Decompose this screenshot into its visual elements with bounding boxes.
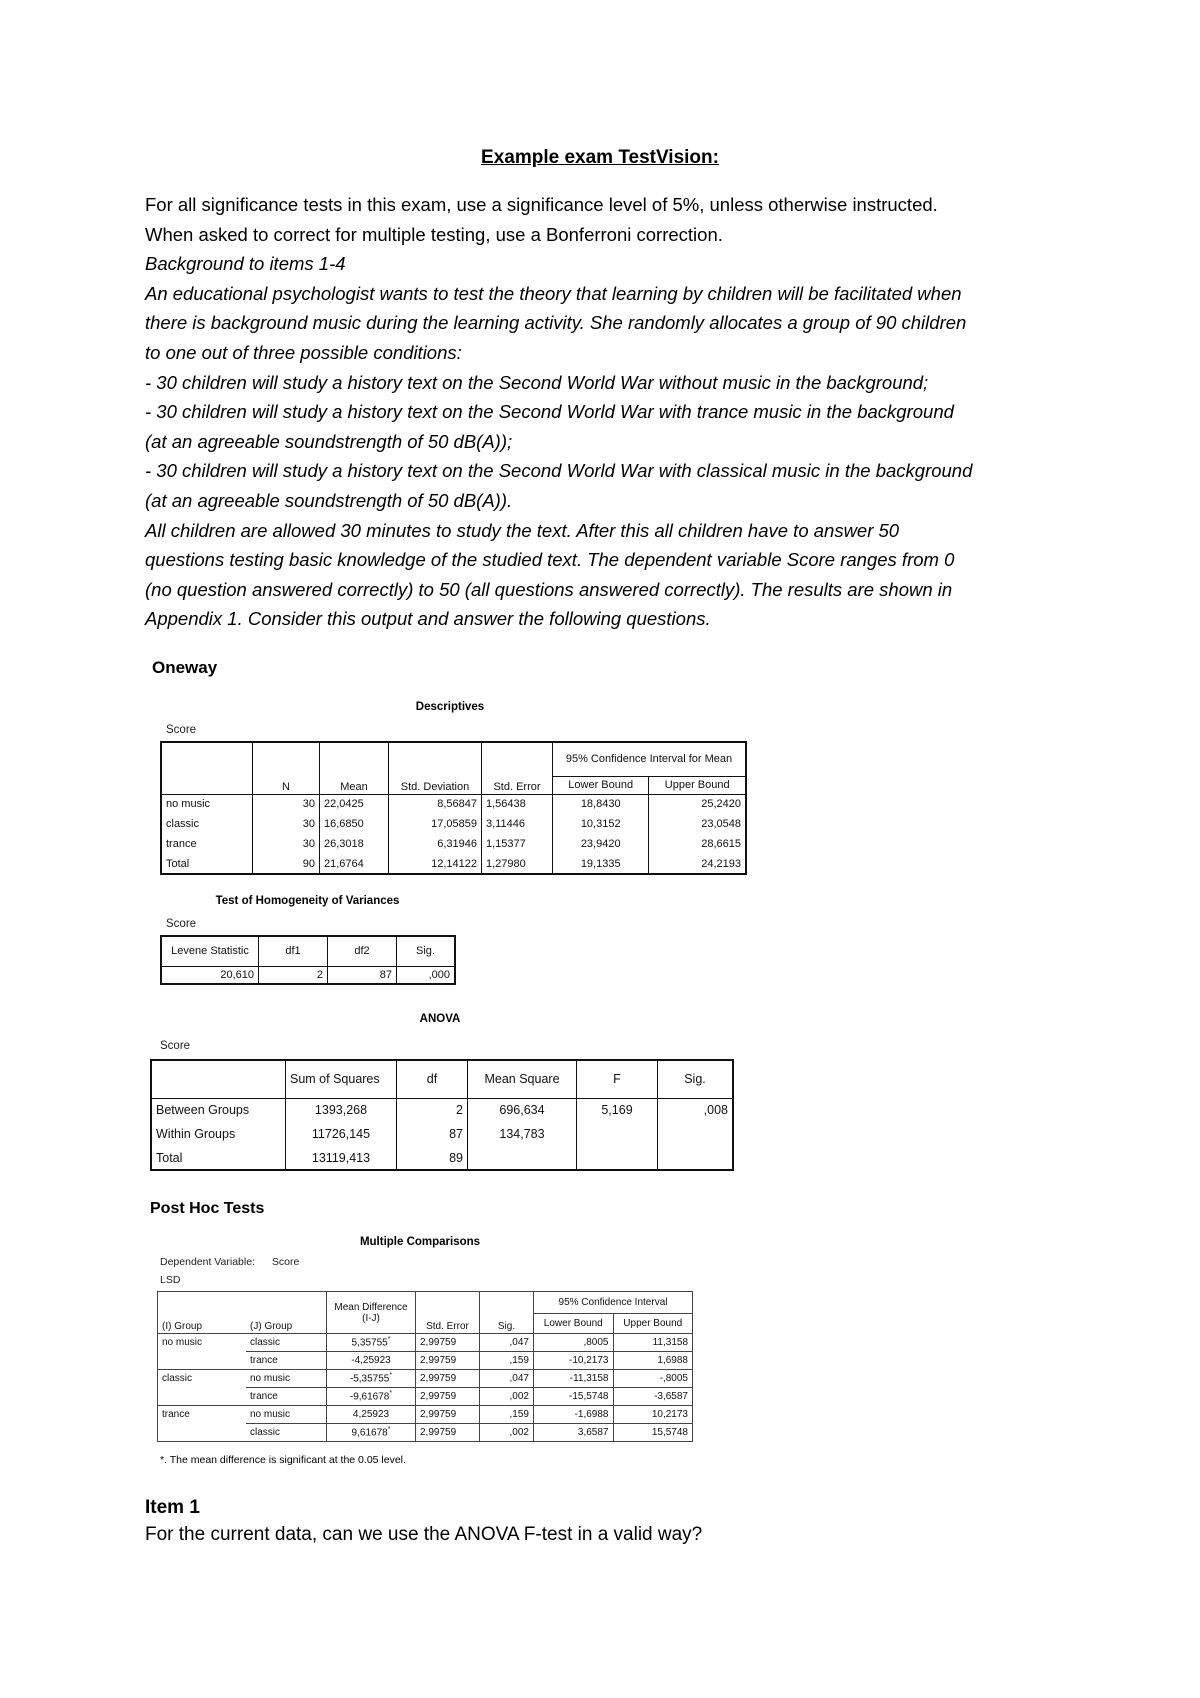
background-heading: Background to items 1-4 [145, 253, 346, 275]
cell: no music [246, 1406, 327, 1424]
cell: -5,35755* [327, 1370, 416, 1388]
cell: 1,27980 [482, 854, 553, 874]
col-sig: Sig. [658, 1060, 734, 1098]
background-line: (at an agreeable soundstrength of 50 dB(A)); [145, 430, 513, 452]
cell: ,159 [480, 1406, 534, 1424]
col-sd: Std. Deviation [389, 742, 482, 794]
cell: trance [246, 1352, 327, 1370]
cell: 9,61678* [327, 1424, 416, 1442]
col-df: df [397, 1060, 468, 1098]
cell: 89 [397, 1146, 468, 1170]
col-mean: Mean [320, 742, 389, 794]
table-row [151, 1146, 733, 1170]
dependent-variable-label: Dependent Variable: [160, 1256, 255, 1268]
cell: -10,2173 [534, 1352, 614, 1370]
levene-subtitle: Score [166, 918, 197, 930]
cell: ,159 [480, 1352, 534, 1370]
cell: -4,25923 [327, 1352, 416, 1370]
multiple-comparisons-table [157, 1291, 693, 1442]
col-lower: Lower Bound [553, 776, 649, 794]
table-row [161, 814, 746, 834]
cell: 8,56847 [389, 794, 482, 814]
cell: 19,1335 [553, 854, 649, 874]
cell: 3,11446 [482, 814, 553, 834]
row-label: trance [161, 834, 253, 854]
cell: 13119,413 [286, 1146, 397, 1170]
cell: 16,6850 [320, 814, 389, 834]
cell: -15,5748 [534, 1388, 614, 1406]
table-row [158, 1352, 693, 1370]
cell: 2,99759 [416, 1424, 480, 1442]
background-line: - 30 children will study a history text on the Second World War with trance music in the background [145, 401, 954, 423]
cell: -3,6587 [613, 1388, 693, 1406]
cell: ,008 [658, 1098, 734, 1122]
anova-subtitle: Score [160, 1040, 191, 1052]
cell: ,8005 [534, 1334, 614, 1352]
significance-star: * [389, 1390, 393, 1398]
background-line: All children are allowed 30 minutes to study the text. After this all children have to answer 50 [145, 519, 900, 541]
cell: 26,3018 [320, 834, 389, 854]
table-row [161, 854, 746, 874]
background-line: (no question answered correctly) to 50 (all questions answered correctly). The results are shown in [145, 578, 953, 600]
footnote: *. The mean difference is significant at the 0.05 level. [160, 1454, 406, 1466]
cell: 30 [253, 834, 320, 854]
col-mean-diff: Mean Difference (I-J) [327, 1292, 416, 1334]
table-row [151, 1098, 733, 1122]
cell: -,8005 [613, 1370, 693, 1388]
cell: 23,0548 [649, 814, 746, 834]
multiple-comparisons-title: Multiple Comparisons [359, 1236, 481, 1248]
cell: 23,9420 [553, 834, 649, 854]
cell: 1,15377 [482, 834, 553, 854]
posthoc-heading: Post Hoc Tests [150, 1200, 265, 1217]
levene-table [160, 935, 456, 985]
cell: no music [246, 1370, 327, 1388]
descriptives-table [160, 741, 747, 875]
dependent-variable-value: Score [271, 1256, 300, 1268]
page-title: Example exam TestVision: [481, 147, 719, 168]
instruction-line: When asked to correct for multiple testing, use a Bonferroni correction. [145, 223, 723, 245]
cell [468, 1146, 577, 1170]
anova-table [150, 1059, 734, 1171]
table-row [151, 1122, 733, 1146]
cell [577, 1122, 658, 1146]
cell: 2,99759 [416, 1406, 480, 1424]
cell: 1,6988 [613, 1352, 693, 1370]
descriptives-title: Descriptives [415, 701, 485, 713]
cell: 3,6587 [534, 1424, 614, 1442]
background-line: - 30 children will study a history text on the Second World War with classical music in the background [145, 460, 973, 482]
cell [658, 1146, 734, 1170]
col-lower: Lower Bound [534, 1314, 614, 1334]
background-line: to one out of three possible conditions: [145, 341, 462, 363]
row-label: no music [161, 794, 253, 814]
cell: -1,6988 [534, 1406, 614, 1424]
cell: 11726,145 [286, 1122, 397, 1146]
background-line: questions testing basic knowledge of the studied text. The dependent variable Score ranges from 0 [145, 549, 955, 571]
significance-star: * [387, 1336, 391, 1344]
cell: 6,31946 [389, 834, 482, 854]
cell: 87 [328, 966, 397, 984]
significance-star: * [387, 1426, 391, 1434]
cell: 87 [397, 1122, 468, 1146]
anova-title: ANOVA [419, 1013, 461, 1025]
table-row [158, 1370, 693, 1388]
background-line: (at an agreeable soundstrength of 50 dB(A)). [145, 489, 513, 511]
oneway-heading: Oneway [152, 658, 218, 677]
cell: 1,56438 [482, 794, 553, 814]
col-i-group: (I) Group [158, 1292, 247, 1334]
descriptives-subtitle: Score [166, 724, 197, 736]
cell: ,002 [480, 1388, 534, 1406]
col-sig: Sig. [480, 1292, 534, 1334]
col-ss: Sum of Squares [286, 1060, 397, 1098]
col-sig: Sig. [397, 936, 456, 966]
cell: 17,05859 [389, 814, 482, 834]
cell: 22,0425 [320, 794, 389, 814]
col-se: Std. Error [482, 742, 553, 794]
cell: 21,6764 [320, 854, 389, 874]
levene-title: Test of Homogeneity of Variances [215, 895, 400, 907]
table-row [158, 1424, 693, 1442]
cell: 11,3158 [613, 1334, 693, 1352]
row-label: no music [158, 1334, 247, 1352]
cell: 2 [397, 1098, 468, 1122]
col-n: N [253, 742, 320, 794]
table-row [158, 1388, 693, 1406]
table-row [161, 966, 455, 984]
table-row [158, 1406, 693, 1424]
cell: 12,14122 [389, 854, 482, 874]
table-row [161, 834, 746, 854]
cell: 10,2173 [613, 1406, 693, 1424]
cell: 5,169 [577, 1098, 658, 1122]
row-label: trance [158, 1406, 247, 1424]
col-df2: df2 [328, 936, 397, 966]
method-label: LSD [160, 1274, 181, 1286]
item-question: For the current data, can we use the ANOVA F-test in a valid way? [145, 1524, 703, 1545]
cell: ,002 [480, 1424, 534, 1442]
cell: 30 [253, 814, 320, 834]
row-label: classic [161, 814, 253, 834]
cell: 30 [253, 794, 320, 814]
cell: ,047 [480, 1334, 534, 1352]
cell: 20,610 [161, 966, 259, 984]
col-ci: 95% Confidence Interval for Mean [553, 742, 747, 776]
table-row [158, 1334, 693, 1352]
col-levene: Levene Statistic [161, 936, 259, 966]
cell: 18,8430 [553, 794, 649, 814]
table-row [161, 794, 746, 814]
cell: 25,2420 [649, 794, 746, 814]
dependent-variable [160, 1256, 299, 1268]
cell: 24,2193 [649, 854, 746, 874]
col-se: Std. Error [416, 1292, 480, 1334]
row-label: classic [158, 1370, 247, 1388]
cell: 2,99759 [416, 1370, 480, 1388]
cell: -9,61678* [327, 1388, 416, 1406]
cell: 2,99759 [416, 1334, 480, 1352]
intro-text [145, 190, 1085, 634]
cell: 90 [253, 854, 320, 874]
col-upper: Upper Bound [613, 1314, 693, 1334]
cell: 5,35755* [327, 1334, 416, 1352]
item-title: Item 1 [145, 1497, 200, 1518]
cell: ,000 [397, 966, 456, 984]
significance-star: * [389, 1372, 393, 1380]
background-line: - 30 children will study a history text on the Second World War without music in the background; [145, 371, 929, 393]
col-ci: 95% Confidence Interval [534, 1292, 693, 1314]
cell: 4,25923 [327, 1406, 416, 1424]
cell: 2 [259, 966, 328, 984]
cell [658, 1122, 734, 1146]
cell: classic [246, 1424, 327, 1442]
cell: 10,3152 [553, 814, 649, 834]
row-label: Within Groups [151, 1122, 286, 1146]
cell: classic [246, 1334, 327, 1352]
col-f: F [577, 1060, 658, 1098]
row-label: Between Groups [151, 1098, 286, 1122]
cell: 696,634 [468, 1098, 577, 1122]
cell: 2,99759 [416, 1388, 480, 1406]
row-label: Total [161, 854, 253, 874]
cell: 15,5748 [613, 1424, 693, 1442]
instruction-line: For all significance tests in this exam, use a significance level of 5%, unless otherwise instructed. [145, 194, 938, 215]
cell: trance [246, 1388, 327, 1406]
cell: 2,99759 [416, 1352, 480, 1370]
background-line: Appendix 1. Consider this output and answer the following questions. [145, 608, 711, 630]
col-ms: Mean Square [468, 1060, 577, 1098]
cell: 28,6615 [649, 834, 746, 854]
cell: 134,783 [468, 1122, 577, 1146]
col-j-group: (J) Group [246, 1292, 327, 1334]
cell: 1393,268 [286, 1098, 397, 1122]
col-upper: Upper Bound [649, 776, 746, 794]
background-line: An educational psychologist wants to test the theory that learning by children will be facilitated when [145, 282, 962, 304]
background-line: there is background music during the learning activity. She randomly allocates a group of 90 children [145, 312, 967, 334]
cell [577, 1146, 658, 1170]
row-label: Total [151, 1146, 286, 1170]
cell: -11,3158 [534, 1370, 614, 1388]
cell: ,047 [480, 1370, 534, 1388]
col-df1: df1 [259, 936, 328, 966]
